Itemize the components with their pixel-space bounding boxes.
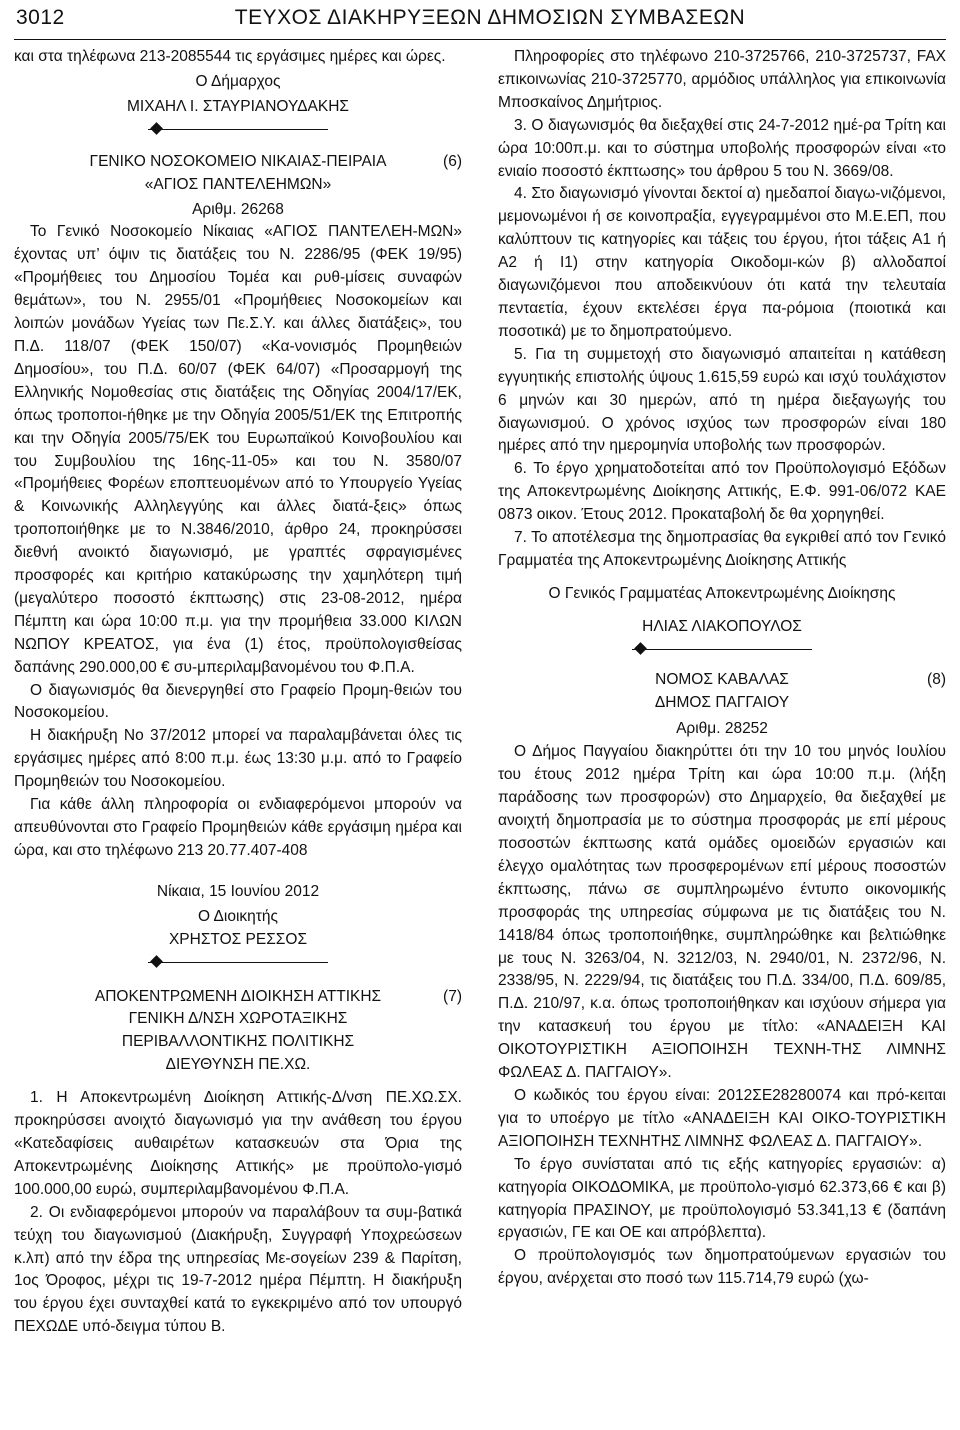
notice-6-documents: Η διακήρυξη Νο 37/2012 μπορεί να παραλαμβάνεται όλες τις εργάσιμες ημέρες από 8:00 π.μ. έως 13:30 μ.μ. από το Γραφείο Προμηθειών του Νοσοκομείου. (14, 727, 462, 791)
notice-6-body: Το Γενικό Νοσοκομείο Νίκαιας «ΑΓΙΟΣ ΠΑΝΤΕΛΕΗ-ΜΩΝ» έχοντας υπ’ όψιν τις διατάξεις του Ν. 2286/95 (ΦΕΚ 19/95) «Προμήθειες του Δημοσίου Τομέα και ρυθ-μίσεις συναφών θεμάτων», του Ν. 2955/01 «Προμήθειες Νοσοκομείων και λοιπών μονάδων Υγείας των Πε.Σ.Υ. και άλλες διατάξεις», του Π.Δ. 118/07 (ΦΕΚ 150/07) «Κα-νονισμός Προμηθειών Δημοσίου», του Π.Δ. 60/07 (ΦΕΚ 64/07) «Προσαρμογή της Ελληνικής Νομοθεσίας στις διατάξεις της Οδηγίας 2004/17/ΕΚ, όπως τροποποι-ήθηκε με την Οδηγία 2005/51/ΕΚ της Επιτροπής και την Οδηγία 2005/75/ΕΚ του Ευρωπαϊκού Κοινοβουλίου και του Συμβουλίου της 16ης-11-05» και του Ν. 3580/07 «Προμήθειες Φορέων εποπτευομένων από το Υπουργείο Υγείας & Κοινωνικής Αλληλεγγύης και άλλες διατά-ξεις» όπως τροποποιήθηκε με το Ν.3846/2010, άρθρο 24, προκηρύσσει διεθνή ανοικτό διαγωνισμό, με γραπτές σφραγισμένες προσφορές και κριτήριο κατακύρωσης την χαμηλότερη τιμή (μεγαλύτερο ποσοστό έκπτωσης) στις 23-08-2012, ημέρα Πέμπτη και ώρα 10:00 π.μ. για την προμήθεια 33.000 ΚΙΛΩΝ ΝΩΠΟΥ ΚΡΕΑΤΟΣ, για ένα (1) έτος, προϋπολογισθείσας δαπάνης 290.000,00 € συ-μπεριλαμβανομένου του Φ.Π.Α. (14, 223, 462, 676)
notice-8-categories: Το έργο συνίσταται από τις εξής κατηγορίες εργασιών: α) κατηγορία ΟΙΚΟΔΟΜΙΚΑ, με προϋπολο-γισμό 62.373,66 € και β) κατηγορία ΠΡΑΣΙΝΟΥ, με προϋπολογισμό 53.341,13 € (δαπάνη εργασιών, ΓΕ και ΟΕ και απρόβλεπτα). (498, 1155, 946, 1242)
notice-6-signer-role: Ο Διοικητής (198, 907, 278, 925)
notice-7-item-5: 5. Για τη συμμετοχή στο διαγωνισμό απαιτείται η κατάθεση εγγυητικής επιστολής ύψους 1.615,59 ευρώ και ισχύ τουλάχιστον 6 μηνών και 30 ημερών, από τη ημέρα διεξαγωγής του διαγωνισμού. Ο χρόνος ισχύος των προσφορών είναι 180 ημέρες από την ημερομηνία υποβολής των προσφορών. (498, 345, 946, 455)
notice-7-item-3: 3. Ο διαγωνισμός θα διεξαχθεί στις 24-7-2012 ημέ-ρα Τρίτη και ώρα 10:00π.μ. και το σύστημα υποβολής προσφορών είναι «το ενιαίο ποσοστό έκπτωσης» του άρθρου 5 του Ν. 3669/08. (498, 116, 946, 180)
notice-7-item-2: 2. Οι ενδιαφερόμενοι μπορούν να παραλάβουν τα συμ-βατικά τεύχη του διαγωνισμού (Διακήρυξη, Συγγραφή Υποχρεώσεων κ.λπ) από την έδρα της υπηρεσίας Με-σογείων 239 & Παρίτση, 1ος Όροφος, μέχρι τις 19-7-2012 ημέρα Πέμπτη. Η διακήρυξη του έργου έχει συνταχθεί κατά το εγκεκριμένο από τον υπουργό ΠΕΧΩΔΕ υπό-δειγμα τύπου Β. (14, 1203, 462, 1336)
notice-8-heading (498, 669, 946, 692)
separator-diamond (148, 123, 328, 137)
authority-name: ΑΠΟΚΕΝΤΡΩΜΕΝΗ ΔΙΟΙΚΗΣΗ ΑΤΤΙΚΗΣ (94, 987, 382, 1005)
notice-number-8: (8) (927, 670, 946, 688)
notice-8-body: Ο Δήμος Παγγαίου διακηρύττει ότι την 10 του μηνός Ιουλίου του έτους 2012 ημέρα Τρίτη και ώρα 10:00 π.μ. (λήξη παράδοσης των προσφορών) στο Δημαρχείο, θα διεξαχθεί με ανοιχτή δημοπρασία με το σύστημα προσφοράς με επί μέρους ποσοστών έκπτωσης κατά ομάδες ομοειδών εργασιών και έλεγχο ομαλότητας των προσφερομένων επί μέρους ποσοστών έκπτωσης, πάνω σε συμπληρωμένο έντυπο οικονομικής προσφοράς της υπηρεσίας σύμφωνα με τις διατάξεις του Ν. 1418/84 όπως τροποποιήθηκε, συμπληρώθηκε και βελτιώθηκε με τους Ν. 3263/04, Ν. 3212/03, Ν. 2940/01, Ν. 2372/96, Ν. 2338/95, Ν. 2229/94, τις διατάξεις του Π.Δ. 334/00, Π.Δ. 609/85, Π.Δ. 210/97, κ.α. όπως τροποποιήθηκαν και ισχύουν σήμερα για την κατασκευή του έργου με τίτλο: «ΑΝΑΔΕΙΞΗ ΚΑΙ ΟΙΚΟΤΟΥΡΙΣΤΙΚΗ ΑΞΙΟΠΟΙΗΣΗ ΤΕΧΝΗ-ΤΗΣ ΛΙΜΝΗΣ ΦΩΛΕΑΣ Δ. ΠΑΓΓΑΙΟΥ». (498, 743, 946, 1082)
right-column (498, 46, 946, 1291)
hospital-subname: «ΑΓΙΟΣ ΠΑΝΤΕΛΕΗΜΩΝ» (144, 175, 332, 193)
notice-8-budget: Ο προϋπολογισμός των δημοπρατούμενων εργασιών του έργου, ανέρχεται στο ποσό των 115.714,79 ευρώ (χω- (498, 1247, 946, 1288)
notice-number-6: (6) (443, 152, 462, 170)
separator-diamond (632, 643, 812, 657)
reference-number: Αριθμ. 26268 (192, 200, 284, 218)
notice-7-info: Πληροφορίες στο τηλέφωνο 210-3725766, 210-3725737, FAX επικοινωνίας 210-3725770, αρμόδιος υπάλληλος για επικοινωνία Μποσκαίνος Δημήτριος. (498, 48, 946, 111)
notice-7-item-1: 1. Η Αποκεντρωμένη Διοίκηση Αττικής-Δ/νση ΠΕ.ΧΩ.ΣΧ. προκηρύσσει ανοιχτό διαγωνισμό για την ανάθεση του έργου «Κατεδαφίσεις αυθαιρέτων κατασκευών στα Όρια της Αποκεντρωμένης Διοίκησης Αττικής» με προϋπολο-γισμό 100.000,00 ευρώ, συμπεριλαμβανομένου Φ.Π.Α. (14, 1089, 462, 1198)
separator-diamond (148, 956, 328, 970)
notice-6-venue: Ο διαγωνισμός θα διενεργηθεί στο Γραφείο Προμη-θειών του Νοσοκομείου. (14, 681, 462, 722)
notice-7-item-7: 7. Το αποτέλεσμα της δημοπρασίας θα εγκριθεί από τον Γενικό Γραμματέα της Αποκεντρωμένης Διοίκησης Αττικής (498, 529, 946, 569)
notice-7-heading (14, 986, 462, 1009)
directorate-general: ΓΕΝΙΚΗ Δ/ΝΣΗ ΧΩΡΟΤΑΞΙΚΗΣ (128, 1010, 348, 1028)
notice-6-place-date: Νίκαια, 15 Ιουνίου 2012 (156, 882, 320, 900)
page-number: 3012 (16, 6, 65, 29)
notice-8-reference: Αριθμ. 28252 (676, 720, 768, 738)
running-title: ΤΕΥΧΟΣ ΔΙΑΚΗΡΥΞΕΩΝ ΔΗΜΟΣΙΩΝ ΣΥΜΒΑΣΕΩΝ (234, 6, 746, 29)
prev-notice-tail: και στα τηλέφωνα 213-2085544 τις εργάσιμες ημέρες και ώρες. (14, 48, 446, 65)
notice-7-signer-role: Ο Γενικός Γραμματέας Αποκεντρωμένης Διοίκησης (548, 584, 896, 602)
municipality-name: ΔΗΜΟΣ ΠΑΓΓΑΙΟΥ (654, 693, 790, 711)
hospital-name: ΓΕΝΙΚΟ ΝΟΣΟΚΟΜΕΙΟ ΝΙΚΑΙΑΣ-ΠΕΙΡΑΙΑ (89, 152, 387, 170)
header-rule (14, 39, 946, 40)
notice-7-item-4: 4. Στο διαγωνισμό γίνονται δεκτοί α) ημεδαποί διαγω-νιζόμενοι, μεμονωμένοι ή σε κοινοπραξία, εγγεγραμμένοι στο Μ.Ε.ΕΠ, που καλύπτουν τις κατηγορίες και τάξεις του έργου, ήτοι τάξεις Α1 ή Α2 ή Ι1) στην κατηγορία Οικοδομι-κών β) αλλοδαποί διαγωνιζόμενοι που αποδεικνύουν ότι κατά την τελευταία πενταετία, έχουν εκτελέσει έργα πα-ρόμοια (ποιοτικά και ποσοτικά) με το δημοπρατούμενο. (498, 185, 946, 340)
notice-8-project-code: Ο κωδικός του έργου είναι: 2012ΣΕ28280074 και πρό-κειται για το υποέργο με τίτλο «ΑΝΑΔΕΙΞΗ ΚΑΙ ΟΙΚΟ-ΤΟΥΡΙΣΤΙΚΗ ΑΞΙΟΠΟΙΗΣΗ ΤΕΧΝΗΤΗΣ ΛΙΜΝΗΣ ΦΩΛΕΑΣ Δ. ΠΑΓΓΑΙΟΥ». (498, 1086, 946, 1150)
notice-6-contact: Για κάθε άλλη πληροφορία οι ενδιαφερόμενοι μπορούν να απευθύνονται στο Γραφείο Προμηθειών κάθε εργάσιμη ημέρα και ώρα, και στο τηλέφωνο 213 20.77.407-408 (14, 796, 462, 859)
notice-6-signer-name: ΧΡΗΣΤΟΣ ΡΕΣΣΟΣ (168, 930, 308, 948)
directorate-policy: ΠΕΡΙΒΑΛΛΟΝΤΙΚΗΣ ΠΟΛΙΤΙΚΗΣ (121, 1033, 355, 1051)
notice-7-item-6: 6. Το έργο χρηματοδοτείται από τον Προϋπολογισμό Εξόδων της Αποκεντρωμένης Διοίκησης Αττικής, Ε.Φ. 991-06/072 ΚΑΕ 0873 οικον. Έτους 2012. Προκαταβολή δε θα χορηγηθεί. (498, 460, 946, 524)
page-header (0, 0, 960, 40)
notice-7-signer-name: ΗΛΙΑΣ ΛΙΑΚΟΠΟΥΛΟΣ (642, 617, 802, 635)
notice-number-7: (7) (443, 987, 462, 1005)
left-column (14, 46, 462, 1339)
prefecture-name: ΝΟΜΟΣ ΚΑΒΑΛΑΣ (655, 670, 789, 688)
prev-signer-role: Ο Δήμαρχος (195, 72, 281, 90)
notice-6-heading (14, 151, 462, 174)
directorate-name: ΔΙΕΥΘΥΝΣΗ ΠΕ.ΧΩ. (165, 1056, 311, 1074)
prev-signer-name: ΜΙΧΑΗΛ Ι. ΣΤΑΥΡΙΑΝΟΥΔΑΚΗΣ (127, 97, 349, 115)
